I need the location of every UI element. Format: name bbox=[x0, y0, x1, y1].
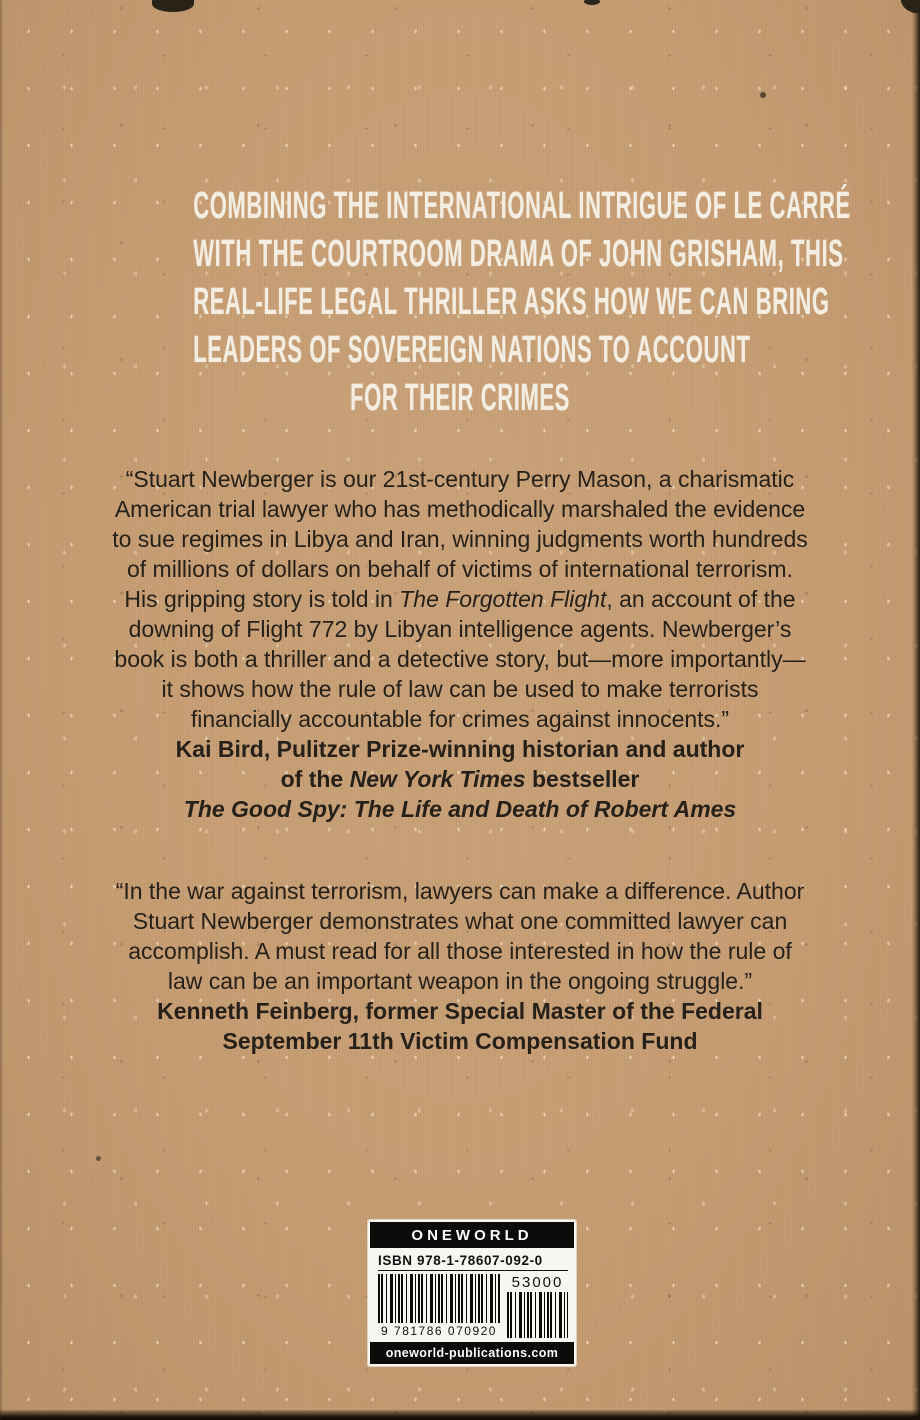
quote-line: downing of Flight 772 by Libyan intelligence agents. Newberger’s bbox=[128, 616, 792, 642]
quote-attribution-2 bbox=[0, 996, 920, 1056]
quote-line: Stuart Newberger demonstrates what one committed lawyer can bbox=[132, 908, 788, 934]
price-code: 53000 bbox=[511, 1274, 564, 1291]
book-edge-shadow-right bbox=[912, 0, 920, 1420]
paper-speck bbox=[96, 1156, 101, 1161]
attribution-line: Kai Bird, Pulitzer Prize-winning historian and author bbox=[175, 736, 745, 762]
ean-barcode bbox=[378, 1274, 500, 1338]
attribution-line: September 11th Victim Compensation Fund bbox=[222, 1028, 698, 1054]
quote-line: to sue regimes in Libya and Iran, winning judgments worth hundreds bbox=[112, 526, 808, 552]
paper-speck bbox=[584, 0, 600, 5]
attribution-line bbox=[0, 764, 920, 794]
quote-text: His gripping story is told in bbox=[124, 586, 400, 612]
headline bbox=[0, 182, 920, 422]
endorsement-quote-1 bbox=[0, 464, 920, 824]
headline-line: FOR THEIR CRIMES bbox=[350, 377, 570, 419]
quote-line: American trial lawyer who has methodically marshaled the evidence bbox=[114, 496, 806, 522]
headline-line: COMBINING THE INTERNATIONAL INTRIGUE OF LE CARRÉ bbox=[193, 185, 851, 227]
quote-line bbox=[0, 584, 920, 614]
attribution-text: of the bbox=[280, 766, 350, 792]
quote-line: law can be an important weapon in the ongoing struggle.” bbox=[167, 968, 753, 994]
barcode-label bbox=[368, 1220, 576, 1366]
barcode-area bbox=[368, 1250, 576, 1340]
headline-line: WITH THE COURTROOM DRAMA OF JOHN GRISHAM, THIS bbox=[193, 233, 844, 275]
quote-line: book is both a thriller and a detective story, but—more importantly— bbox=[114, 646, 806, 672]
attribution-book-title: The Good Spy: The Life and Death of Robert Ames bbox=[183, 796, 737, 822]
headline-line: REAL-LIFE LEGAL THRILLER ASKS HOW WE CAN BRING bbox=[193, 281, 830, 323]
book-edge-shadow-left bbox=[0, 0, 3, 1420]
book-title-italic: The Forgotten Flight bbox=[399, 586, 607, 612]
ean-digits: 9 781786 070920 bbox=[381, 1324, 497, 1338]
isbn-text: ISBN 978-1-78607-092-0 bbox=[378, 1253, 568, 1271]
quote-text: , an account of the bbox=[606, 586, 796, 612]
attribution-text: bestseller bbox=[525, 766, 640, 792]
quote-line: financially accountable for crimes against innocents.” bbox=[190, 706, 730, 732]
publisher-logo-bar bbox=[370, 1222, 574, 1248]
attribution-line: Kenneth Feinberg, former Special Master of the Federal bbox=[157, 998, 763, 1024]
quote-line: “Stuart Newberger is our 21st-century Perry Mason, a charismatic bbox=[125, 466, 795, 492]
publisher-website: oneworld-publications.com bbox=[385, 1346, 559, 1360]
paper-speck bbox=[760, 92, 766, 98]
quote-attribution-1 bbox=[0, 734, 920, 824]
headline-line: LEADERS OF SOVEREIGN NATIONS TO ACCOUNT bbox=[193, 329, 751, 371]
price-barcode-bars bbox=[507, 1292, 568, 1338]
ean-barcode-bars bbox=[378, 1274, 500, 1323]
publisher-website-bar bbox=[370, 1342, 574, 1364]
quote-line: accomplish. A must read for all those interested in how the rule of bbox=[128, 938, 792, 964]
barcodes bbox=[378, 1274, 568, 1338]
book-edge-shadow-bottom bbox=[0, 1410, 920, 1420]
publisher-name: ONEWORLD bbox=[411, 1226, 533, 1244]
publication-title-italic: New York Times bbox=[349, 766, 526, 792]
paper-speck bbox=[152, 0, 194, 12]
quote-line: it shows how the rule of law can be used to make terrorists bbox=[161, 676, 759, 702]
quote-line: of millions of dollars on behalf of victims of international terrorism. bbox=[126, 556, 793, 582]
price-supplement-barcode bbox=[507, 1274, 568, 1338]
endorsement-quote-2 bbox=[0, 876, 920, 1056]
quote-line: “In the war against terrorism, lawyers can make a difference. Author bbox=[115, 878, 805, 904]
